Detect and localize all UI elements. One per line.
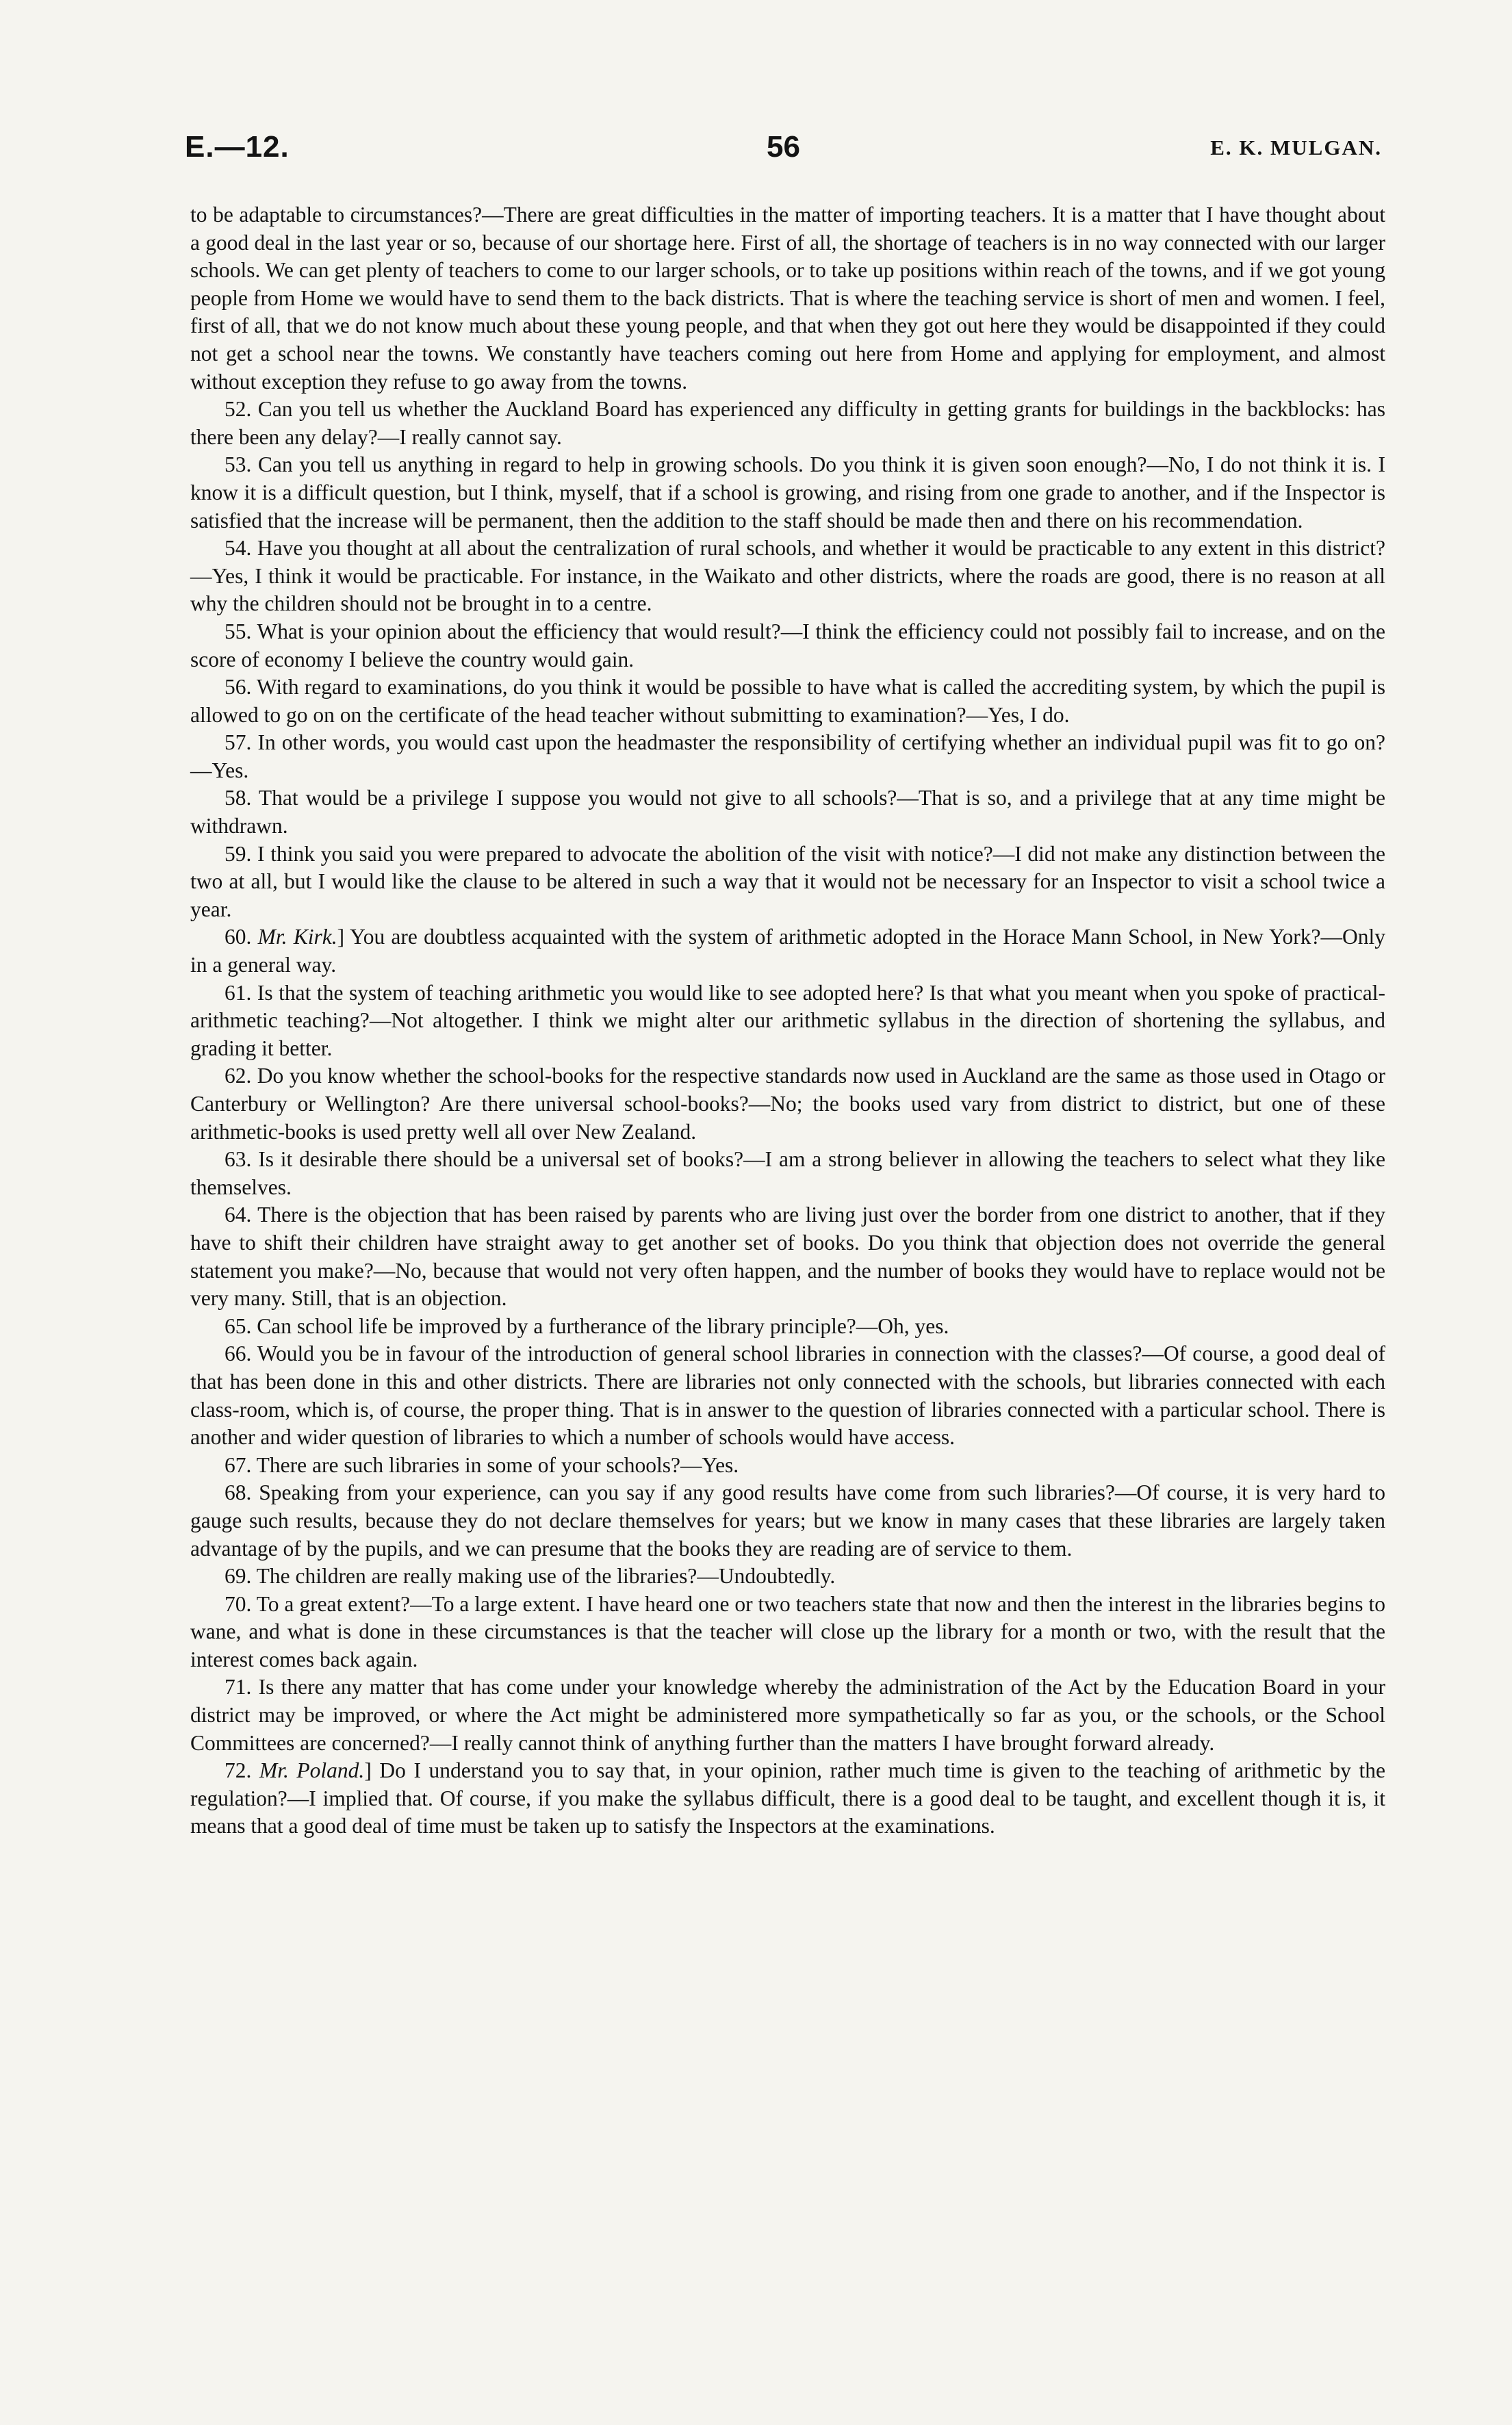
speaker-name: Mr. Kirk. bbox=[257, 925, 337, 949]
question-number: 72. bbox=[225, 1758, 252, 1783]
report-code: E.—12. bbox=[185, 130, 290, 164]
paragraph-q68: 68. Speaking from your experience, can you say if any good results have come from such libraries?—Of course, it is very hard to gauge such results, because they do not declare themselves for years; but we know in many cases that these libraries are largely taken advantage of by the pupils, and we can presume that the books they are reading are of service to them. bbox=[190, 1480, 1385, 1561]
paragraph-q69: 69. The children are really making use of the libraries?—Undoubtedly. bbox=[225, 1564, 836, 1589]
page-number: 56 bbox=[767, 130, 800, 164]
question-text: ] Do I understand you to say that, in your opinion, rather much time is given to the teaching of arithmetic by the regulation?—I implied that. Of course, if you make the syllabus difficult, there is a good deal to be taught, and excellent though it is, it means that a good deal of time must be taken up to satisfy the Inspectors at the examinations. bbox=[190, 1758, 1386, 1838]
paragraph-q66: 66. Would you be in favour of the introduction of general school libraries in connection with the classes?—Of course, a good deal of that has been done in this and other districts. There are libraries not only connected with the schools, but libraries connected with each class-room, which is, of course, the proper thing. That is in answer to the question of libraries connected with a particular school. There is another and wider question of libraries to which a number of schools would have access. bbox=[190, 1342, 1385, 1450]
paragraph-q57: 57. In other words, you would cast upon the headmaster the responsibility of certifying whether an individual pupil was fit to go on?—Yes. bbox=[190, 730, 1385, 782]
paragraph-q61: 61. Is that the system of teaching arithmetic you would like to see adopted here? Is that what you meant when you spoke of practical-arithmetic teaching?—Not altogether. I think we might alter our arithmetic syllabus in the direction of shortening the syllabus, and grading it better. bbox=[190, 980, 1385, 1060]
paragraph-q60 bbox=[190, 923, 1385, 979]
paragraph-q56: 56. With regard to examinations, do you think it would be possible to have what is called the accrediting system, by which the pupil is allowed to go on on the certificate of the head teacher without submitting to examination?—Yes, I do. bbox=[190, 675, 1385, 727]
paragraph-q62: 62. Do you know whether the school-books for the respective standards now used in Auckland are the same as those used in Otago or Canterbury or Wellington? Are there universal school-books?—No; the books used vary from district to district, but one of these arithmetic-books is used pretty well all over New Zealand. bbox=[190, 1064, 1385, 1144]
paragraph-q53: 53. Can you tell us anything in regard to help in growing schools. Do you think it is given soon enough?—No, I do not think it is. I know it is a difficult question, but I think, myself, that if a school is growing, and rising from one grade to another, and if the Inspector is satisfied that the increase will be permanent, then the addition to the staff should be made then and there on his recommendation. bbox=[190, 452, 1385, 533]
page-header bbox=[185, 130, 1382, 178]
testimony-body bbox=[190, 201, 1385, 1840]
paragraph-continuation: to be adaptable to circumstances?—There are great difficulties in the matter of importing teachers. It is a matter that I have thought about a good deal in the last year or so, because of our shortage here. First of all, the shortage of teachers is in no way connected with our larger schools. We can get plenty of teachers to come to our larger schools, or to take up positions within reach of the towns, and if we got young people from Home we would have to send them to the back districts. That is where the teaching service is short of men and women. I feel, first of all, that we do not know much about these young people, and that when they got out here they would be disappointed if they could not get a school near the towns. We constantly have teachers coming out here from Home and applying for employment, and almost without exception they refuse to go away from the towns. bbox=[190, 203, 1385, 394]
paragraph-q63: 63. Is it desirable there should be a universal set of books?—I am a strong believer in allowing the teachers to select what they like themselves. bbox=[190, 1147, 1385, 1199]
paragraph-q72 bbox=[190, 1757, 1385, 1840]
paragraph-q70: 70. To a great extent?—To a large extent. I have heard one or two teachers state that now and then the interest in the libraries begins to wane, and what is done in these circumstances is that the teacher will close up the library for a month or two, with the result that the interest comes back again. bbox=[190, 1591, 1385, 1671]
question-text: ] You are doubtless acquainted with the system of arithmetic adopted in the Horace Mann School, in New York?—Only in a general way. bbox=[190, 925, 1386, 977]
speaker-name: Mr. Poland. bbox=[259, 1758, 365, 1783]
paragraph-q59: 59. I think you said you were prepared to advocate the abolition of the visit with notice?—I did not make any distinction between the two at all, but I would like the clause to be altered in such a way that it would not be necessary for an Inspector to visit a school twice a year. bbox=[190, 841, 1385, 921]
paragraph-q65: 65. Can school life be improved by a furtherance of the library principle?—Oh, yes. bbox=[225, 1313, 949, 1338]
paragraph-q52: 52. Can you tell us whether the Auckland Board has experienced any difficulty in getting grants for buildings in the backblocks: has there been any delay?—I really cannot say. bbox=[190, 397, 1385, 449]
paragraph-q54: 54. Have you thought at all about the centralization of rural schools, and whether it would be practicable to any extent in this district?—Yes, I think it would be practicable. For instance, in the Waikato and other districts, where the roads are good, there is no reason at all why the children should not be brought in to a centre. bbox=[190, 536, 1385, 616]
paragraph-q64: 64. There is the objection that has been raised by parents who are living just over the border from one district to another, that if they have to shift their children have straight away to get another set of books. Do you think that objection does not override the general statement you make?—No, because that would not very often happen, and the number of books they would have to replace would not be very many. Still, that is an objection. bbox=[190, 1203, 1385, 1311]
witness-name: E. K. MULGAN. bbox=[1210, 136, 1382, 159]
paragraph-q67: 67. There are such libraries in some of your schools?—Yes. bbox=[225, 1452, 739, 1477]
paragraph-q58: 58. That would be a privilege I suppose you would not give to all schools?—That is so, and a privilege that at any time might be withdrawn. bbox=[190, 786, 1385, 838]
paragraph-q55: 55. What is your opinion about the efficiency that would result?—I think the efficiency could not possibly fail to increase, and on the score of economy I believe the country would gain. bbox=[190, 619, 1385, 671]
question-number: 60. bbox=[225, 925, 252, 949]
paragraph-q71: 71. Is there any matter that has come under your knowledge whereby the administration of the Act by the Education Board in your district may be improved, or where the Act might be administered more sympathetically so far as you, or the schools, or the School Committees are concerned?—I really cannot think of anything further than the matters I have brought forward already. bbox=[190, 1675, 1385, 1755]
